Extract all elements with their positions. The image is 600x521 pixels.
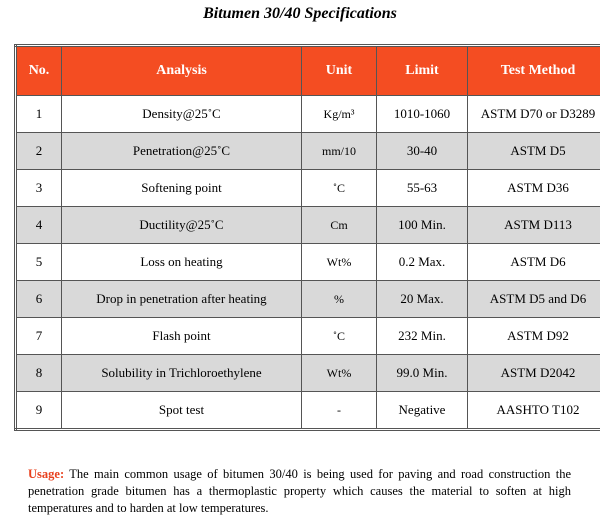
- table-row: [16, 355, 600, 392]
- cell-no: 9: [16, 392, 62, 430]
- cell-unit: ˚C: [302, 170, 377, 207]
- cell-limit: 100 Min.: [377, 207, 468, 244]
- cell-unit: %: [302, 281, 377, 318]
- cell-limit: 30-40: [377, 133, 468, 170]
- cell-analysis: Solubility in Trichloroethylene: [62, 355, 302, 392]
- cell-unit: Wt%: [302, 244, 377, 281]
- cell-analysis: Drop in penetration after heating: [62, 281, 302, 318]
- header-no: No.: [16, 46, 62, 96]
- table-row: [16, 318, 600, 355]
- table-row: [16, 170, 600, 207]
- cell-no: 3: [16, 170, 62, 207]
- cell-unit: Cm: [302, 207, 377, 244]
- table-row: [16, 392, 600, 430]
- table-row: [16, 281, 600, 318]
- cell-limit: 0.2 Max.: [377, 244, 468, 281]
- cell-unit: Wt%: [302, 355, 377, 392]
- cell-test-method: ASTM D6: [468, 244, 600, 281]
- table-row: [16, 207, 600, 244]
- cell-limit: Negative: [377, 392, 468, 430]
- table-row: [16, 96, 600, 133]
- cell-analysis: Density@25˚C: [62, 96, 302, 133]
- cell-test-method: ASTM D113: [468, 207, 600, 244]
- header-analysis: Analysis: [62, 46, 302, 96]
- cell-no: 6: [16, 281, 62, 318]
- cell-limit: 232 Min.: [377, 318, 468, 355]
- cell-limit: 1010-1060: [377, 96, 468, 133]
- usage-text: The main common usage of bitumen 30/40 is being used for paving and road construction the penetration grade bitumen has a thermoplastic property which causes the material to soften at high temperatures and to harden at low temperatures.: [28, 466, 571, 515]
- cell-unit: -: [302, 392, 377, 430]
- page-title: Bitumen 30/40 Specifications: [203, 5, 397, 22]
- table-row: [16, 244, 600, 281]
- specifications-table: [14, 44, 600, 431]
- cell-analysis: Penetration@25˚C: [62, 133, 302, 170]
- header-limit: Limit: [377, 46, 468, 96]
- cell-limit: 99.0 Min.: [377, 355, 468, 392]
- cell-analysis: Flash point: [62, 318, 302, 355]
- cell-unit: ˚C: [302, 318, 377, 355]
- usage-label: Usage:: [28, 466, 65, 481]
- cell-no: 1: [16, 96, 62, 133]
- cell-test-method: ASTM D2042: [468, 355, 600, 392]
- cell-limit: 20 Max.: [377, 281, 468, 318]
- cell-no: 2: [16, 133, 62, 170]
- cell-analysis: Ductility@25˚C: [62, 207, 302, 244]
- table-row: [16, 133, 600, 170]
- cell-no: 5: [16, 244, 62, 281]
- cell-test-method: ASTM D5: [468, 133, 600, 170]
- cell-test-method: AASHTO T102: [468, 392, 600, 430]
- cell-no: 8: [16, 355, 62, 392]
- table-header-row: [16, 46, 600, 96]
- cell-test-method: ASTM D36: [468, 170, 600, 207]
- cell-unit: mm/10: [302, 133, 377, 170]
- header-unit: Unit: [302, 46, 377, 96]
- cell-unit: Kg/m³: [302, 96, 377, 133]
- cell-no: 7: [16, 318, 62, 355]
- cell-test-method: ASTM D5 and D6: [468, 281, 600, 318]
- cell-limit: 55-63: [377, 170, 468, 207]
- usage-paragraph: [28, 466, 571, 517]
- cell-analysis: Spot test: [62, 392, 302, 430]
- cell-analysis: Loss on heating: [62, 244, 302, 281]
- header-test-method: Test Method: [468, 46, 600, 96]
- cell-no: 4: [16, 207, 62, 244]
- cell-analysis: Softening point: [62, 170, 302, 207]
- cell-test-method: ASTM D92: [468, 318, 600, 355]
- cell-test-method: ASTM D70 or D3289: [468, 96, 600, 133]
